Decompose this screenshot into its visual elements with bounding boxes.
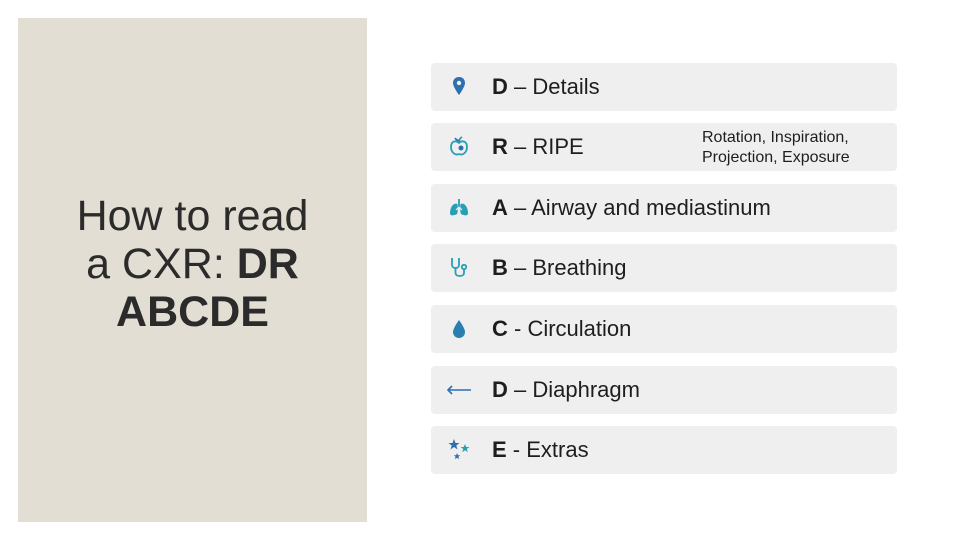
item-label [492,378,640,402]
lungs-icon [447,196,471,220]
map-pin-icon [447,75,471,99]
title-line-2 [18,240,367,288]
title-line-2-bold: DR [236,240,299,288]
ripe-note [702,128,850,168]
list-item-ripe [431,123,897,171]
item-letter: D [492,74,508,99]
item-text: – Details [507,74,600,99]
item-label [492,317,631,341]
item-text: – Airway and mediastinum [507,195,771,220]
item-letter: R [492,134,508,159]
item-letter: E [492,437,507,462]
title-line-2-regular: a CXR: [86,240,237,288]
list-item-breathing [431,244,897,292]
item-text: – RIPE [507,134,584,159]
list-item-airway [431,184,897,232]
item-label [492,196,771,220]
title-line-3 [18,288,367,336]
item-text: - Circulation [507,316,632,341]
ripe-note-line-2: Projection, Exposure [702,149,850,166]
item-text: - Extras [506,437,589,462]
ripe-note-line-1: Rotation, Inspiration, [702,129,849,146]
item-letter: C [492,316,508,341]
stars-icon [447,438,471,462]
list-item-circulation [431,305,897,353]
arrow-left-icon [447,378,471,402]
item-letter: A [492,195,508,220]
blood-drop-icon [447,317,471,341]
item-label [492,438,589,462]
item-letter: B [492,255,508,280]
item-label [492,135,584,159]
slide-title [18,192,367,336]
item-text: – Breathing [507,255,627,280]
list-item-details [431,63,897,111]
list-item-diaphragm [431,366,897,414]
apple-icon [447,135,471,159]
item-label [492,75,600,99]
item-label [492,256,627,280]
title-line-1: How to read [76,192,309,240]
list-item-extras [431,426,897,474]
item-text: – Diaphragm [507,377,640,402]
stethoscope-icon [447,256,471,280]
title-line-3-bold: ABCDE [116,288,269,336]
item-letter: D [492,377,508,402]
